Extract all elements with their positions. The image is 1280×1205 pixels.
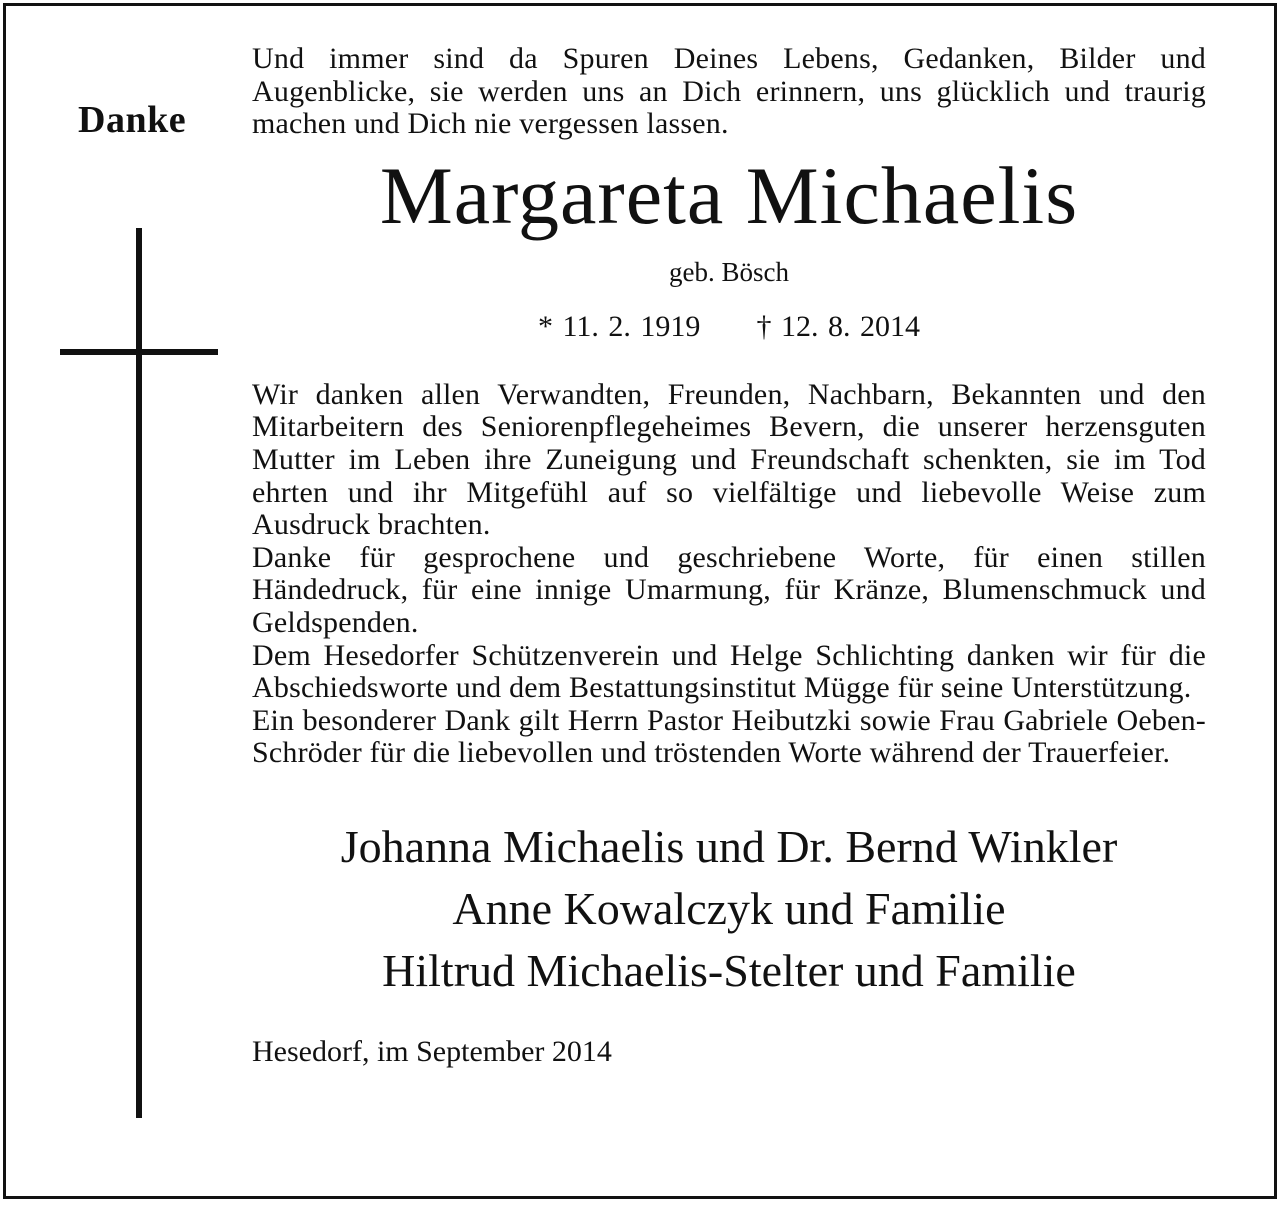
paragraph: Danke für gesprochene und geschriebene Worte, für einen stillen Händedruck, für eine innige Umarmung, für Kränze, Blumenschmuck und Geldspenden. [252, 540, 1206, 639]
cross-icon-vertical-bar [136, 228, 142, 1118]
deceased-name: Margareta Michaelis [379, 149, 1079, 241]
signer-line: Johanna Michaelis und Dr. Bernd Winkler [340, 820, 1118, 872]
signers-block [252, 816, 1206, 1002]
thank-you-text [252, 379, 1206, 770]
cross-icon-horizontal-bar [60, 349, 218, 355]
death-date: † 12. 8. 2014 [756, 309, 920, 343]
place-date: Hesedorf, im September 2014 [252, 1034, 612, 1068]
maiden-name: geb. Bösch [669, 256, 789, 287]
paragraph: Wir danken allen Verwandten, Freunden, Nachbarn, Bekannten und den Mitarbeitern des Seniorenpflegeheimes Bevern, die unserer herzensguten Mutter im Leben ihre Zuneigung und Freundschaft schenkten, sie im Tod ehrten und ihr Mitgefühl auf so vielfältige und liebevolle Weise zum Ausdruck brachten. [252, 377, 1206, 542]
paragraph: Ein besonderer Dank gilt Herrn Pastor Heibutzki sowie Frau Gabriele Oeben-Schröder für die liebevollen und tröstenden Worte während der Trauerfeier. [252, 703, 1206, 770]
signer-line: Anne Kowalczyk und Familie [452, 882, 1006, 934]
danke-heading: Danke [78, 99, 187, 141]
birth-date: * 11. 2. 1919 [538, 309, 701, 343]
life-dates [252, 311, 1206, 343]
motto-text: Und immer sind da Spuren Deines Lebens, Gedanken, Bilder und Augenblicke, sie werden uns an Dich erinnern, uns glücklich und traurig machen und Dich nie vergessen lassen. [252, 42, 1206, 141]
paragraph: Dem Hesedorfer Schützenverein und Helge Schlichting danken wir für die Abschiedsworte und dem Bestattungsinstitut Mügge für seine Unterstützung. [252, 638, 1206, 705]
notice-content [252, 43, 1206, 1068]
signer-line: Hiltrud Michaelis-Stelter und Familie [382, 944, 1076, 996]
